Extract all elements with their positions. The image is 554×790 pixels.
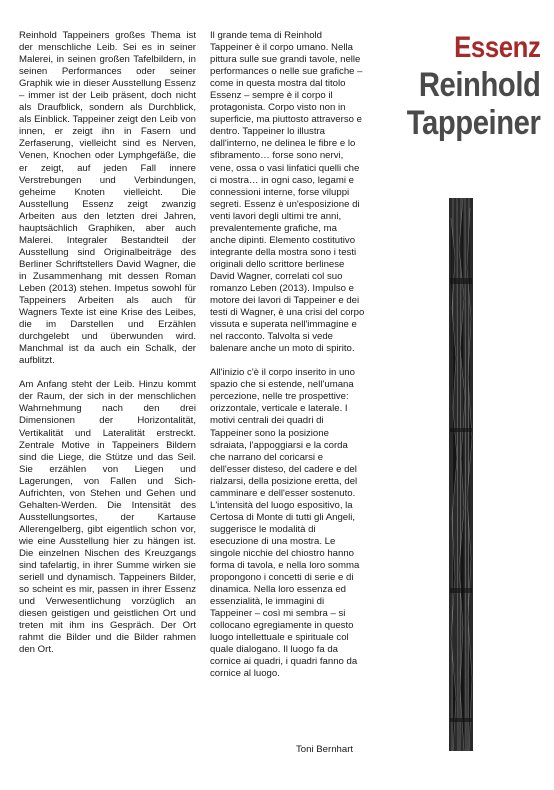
german-paragraph-1: Reinhold Tappeiners großes Thema ist der menschliche Leib. Sei es in seiner Malerei, in seinen großen Tafelbildern, in seinen Performances oder seiner Graphik wie in dieser Ausstellung Essenz – immer ist der Leib präsent, doch nicht als Draufblick, sondern als Durchblick, als Einblick. Tappeiner zeigt den Leib von innen, er zeigt ihn in Fasern und Zerfaserung, vielleicht sind es Nerven, Venen, Knochen oder Lymphgefäße, die er zeigt, auf jeden Fall innere Verstrebungen und Verbindungen, geheime Knoten vielleicht. Die Ausstellung Essenz zeigt zwanzig Arbeiten aus den letzten drei Jahren, hauptsächlich Graphiken, aber auch Malerei. Integraler Bestandteil der Ausstellung sind Originalbeiträge des Berliner Schriftstellers David Wagner, die in Zusammenhang mit dessen Roman Leben (2013) stehen. Impetus sowohl für Tappeiners Arbeiten als auch für Wagners Texte ist eine Krise des Leibes, die im Darstellen und Erzählen durchgelebt und überwunden wird. Manchmal ist da auch ein Schalk, der aufblitzt. [19, 30, 196, 367]
artist-name-last: Tappeiner [406, 104, 540, 142]
german-paragraph-2: Am Anfang steht der Leib. Hinzu kommt der Raum, der sich in der menschlichen Wahrnehmung nach den drei Dimensionen der Horizontalität, Vertikalität und Lateralität erstreckt. Zentrale Motive in Tappeiners Bildern sind die Liege, die Stütze und das Seil. Sie erzählen von Liegen und Lagerungen, von Fallen und Sich-Aufrichten, von Stehen und Gehen und Gehalten-Werden. Die Intensität des Ausstellungsortes, der Kartause Allerengelberg, gibt eigentlich schon vor, wie eine Ausstellung hier zu hängen ist. Die einzelnen Nischen des Kreuzgangs sind tafelartig, in ihrer Summe wirken sie seriell und dynamisch. Tappeiners Bilder, so scheint es mir, passen in ihrer Essenz und Verwesentlichung vorzüglich an diesen geistigen und geistlichen Ort und treten mit ihm ins Gespräch. Der Ort rahmt die Bilder und die Bilder rahmen den Ort. [19, 379, 196, 656]
italian-paragraph-2: All'inizio c'è il corpo inserito in uno spazio che si estende, nell'umana percezione, nelle tre prospettive: orizzontale, verticale e laterale. I motivi centrali dei quadri di Tappeiner sono la posizione sdraiata, l'appoggiarsi e la corda che narrano del coricarsi e dell'esser disteso, del cadere e del rialzarsi, della posizione eretta, del camminare e dell'esser sostenuto. L'intensità del luogo espositivo, la Certosa di Monte di tutti gli Angeli, suggerisce le modalità di esecuzione di una mostra. Le singole nicchie del chiostro hanno forma di tavola, e nella loro somma propongono i concetti di serie e di dinamica. Nella loro essenza ed essenzialità, le immagini di Tappeiner – così mi sembra – si collocano egregiamente in questo luogo intellettuale e spirituale col quale dialogano. Il luogo fa da cornice ai quadri, i quadri fanno da cornice al luogo. [210, 367, 360, 680]
title-block [385, 30, 540, 142]
artwork-column-image [447, 198, 475, 751]
german-text-column [19, 30, 196, 668]
italian-paragraph-1: Il grande tema di Reinhold Tappeiner è il corpo umano. Nella pittura sulle sue grandi tavole, nelle performances o nelle sue grafiche – come in questa mostra dal titolo Essenz – sempre è il corpo il protagonista. Corpo visto non in superficie, ma piuttosto attraverso e dentro. Tappeiner lo illustra dall'interno, ne delinea le fibre e lo sfibramento… forse sono nervi, vene, ossa o vasi linfatici quelli che ci mostra… in ogni caso, legami e connessioni interne, forse viluppi segreti. Essenz è un'esposizione di venti lavori degli ultimi tre anni, prevalentemente grafiche, ma anche dipinti. Elemento costitutivo integrante della mostra sono i testi originali dello scrittore berlinese David Wagner, correlati col suo romanzo Leben (2013). Impulso e motore dei lavori di Tappeiner e dei testi di Wagner, è una crisi del corpo vissuta e superata nell'immagine e nel racconto. Talvolta si vede balenare anche un moto di spirito. [210, 30, 365, 355]
exhibition-title: Essenz [453, 31, 540, 64]
artist-name-first: Reinhold [418, 66, 540, 104]
italian-text-column [210, 30, 365, 692]
author-signature: Toni Bernhart [296, 744, 354, 755]
